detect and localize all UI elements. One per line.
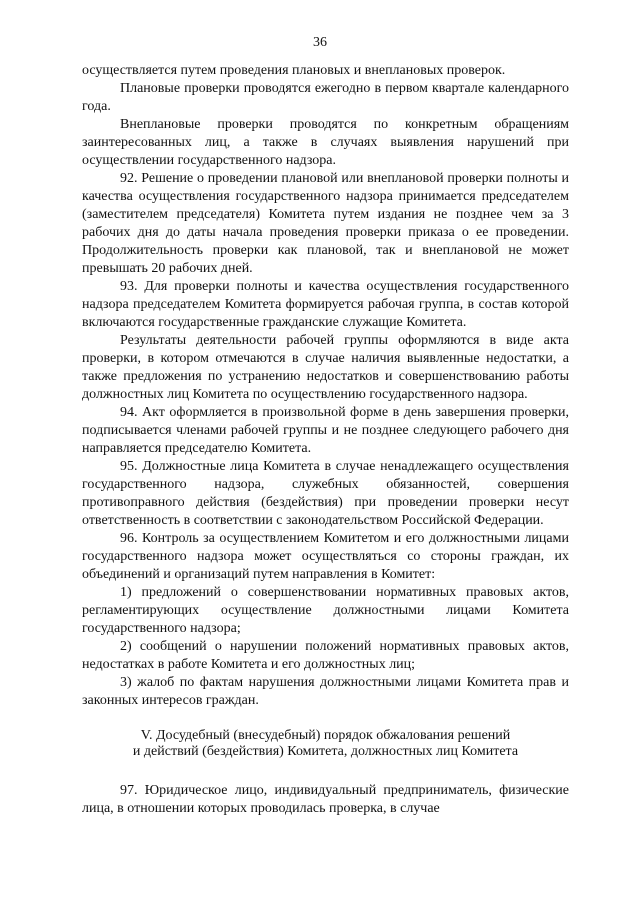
paragraph-94: 94. Акт оформляется в произвольной форме в день завершения проверки, подписывается членами рабочей группы и не позднее следующего рабочего дня направляется председателю Комитета. (82, 405, 569, 456)
paragraph-92: 92. Решение о проведении плановой или внеплановой проверки полноты и качества осуществления государственного надзора принимается председателем (заместителем председателя) Комитета путем издания не позднее чем за 3 рабочих дня до даты начала проведения проверки приказа о ее проведении. Продолжительность проверки как плановой, так и внеплановой не может превышать 20 рабочих дней. (82, 171, 569, 276)
paragraph-97: 97. Юридическое лицо, индивидуальный предприниматель, физические лица, в отношении которых проводилась проверка, в случае (82, 783, 569, 816)
paragraph-93: 93. Для проверки полноты и качества осуществления государственного надзора председателем Комитета формируется рабочая группа, в состав которой включаются государственные гражданские служащие Комитета. (82, 279, 569, 330)
paragraph: Внеплановые проверки проводятся по конкретным обращениям заинтересованных лиц, а также в случаях выявления нарушений при осуществлении государственного надзора. (82, 117, 569, 168)
paragraph: Результаты деятельности рабочей группы оформляются в виде акта проверки, в котором отмечаются в случае наличия выявленные недостатки, а также предложения по устранению недостатков и совершенствованию работы должностных лиц Комитета по осуществлению государственного надзора. (82, 333, 569, 402)
section-heading-line: V. Досудебный (внесудебный) порядок обжалования решений (140, 728, 511, 743)
list-item: 3) жалоб по фактам нарушения должностными лицами Комитета прав и законных интересов граждан. (82, 675, 569, 708)
paragraph-96: 96. Контроль за осуществлением Комитетом и его должностными лицами государственного надзора может осуществляться со стороны граждан, их объединений и организаций путем направления в Комитет: (82, 531, 569, 582)
page-number: 36 (313, 35, 327, 50)
paragraph: Плановые проверки проводятся ежегодно в первом квартале календарного года. (82, 81, 569, 114)
list-item: 2) сообщений о нарушении положений нормативных правовых актов, недостатках в работе Комитета и его должностных лиц; (82, 639, 569, 672)
list-item: 1) предложений о совершенствовании нормативных правовых актов, регламентирующих осуществление должностными лицами Комитета государственного надзора; (82, 585, 569, 636)
paragraph: осуществляется путем проведения плановых и внеплановых проверок. (82, 63, 506, 78)
section-heading (82, 728, 569, 760)
paragraph-95: 95. Должностные лица Комитета в случае ненадлежащего осуществления государственного надзора, служебных обязанностей, совершения противоправного действия (бездействия) при проведении проверки несут ответственность в соответствии с законодательством Российской Федерации. (82, 459, 569, 528)
section-heading-line: и действий (бездействия) Комитета, должностных лиц Комитета (132, 744, 519, 759)
document-body (82, 62, 569, 818)
